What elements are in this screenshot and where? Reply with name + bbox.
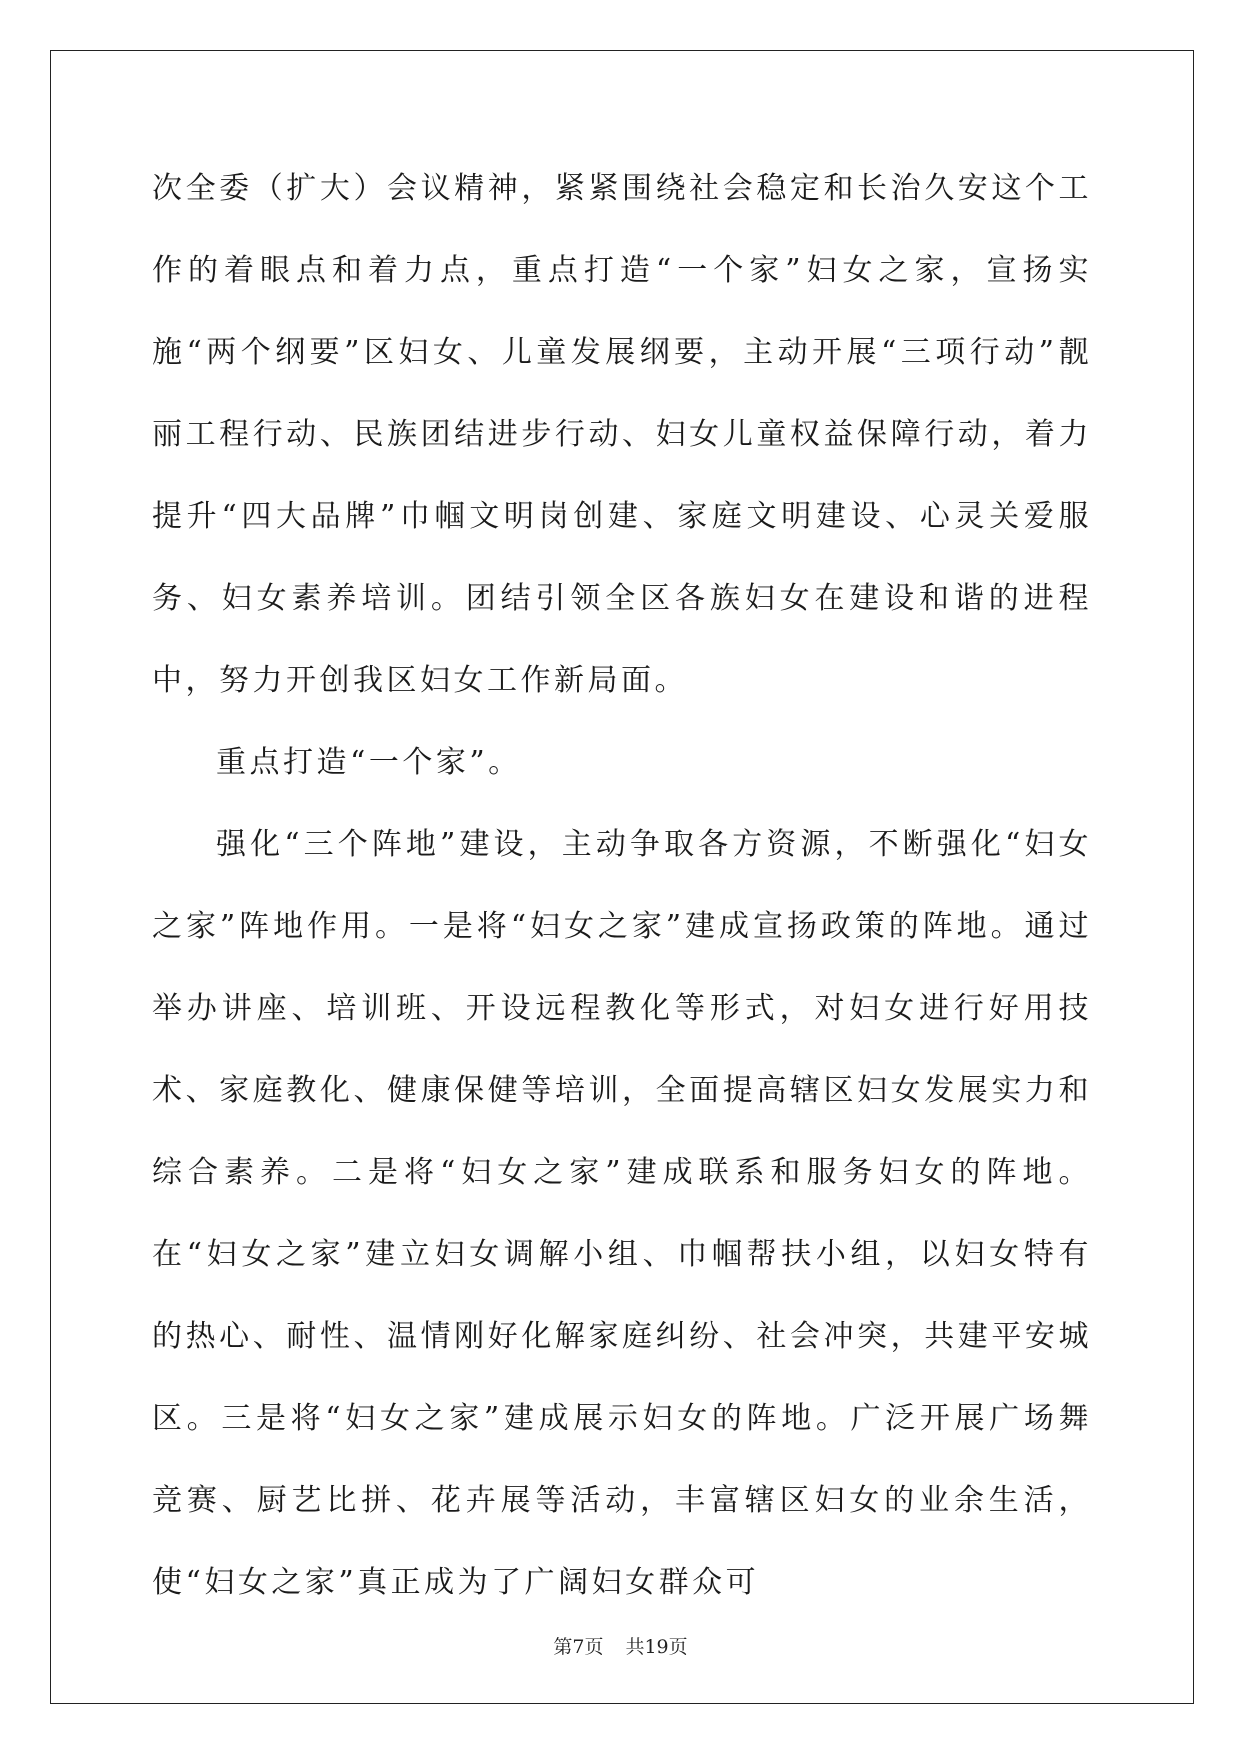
page-total: 共19页	[625, 1636, 688, 1658]
page-footer	[0, 1632, 1241, 1659]
document-body	[152, 148, 1092, 1624]
paragraph-2: 重点打造“一个家”。	[216, 745, 522, 780]
page-number: 第7页	[553, 1636, 604, 1658]
paragraph-3: 强化“三个阵地”建设，主动争取各方资源，不断强化“妇女之家”阵地作用。一是将“妇女之家”建成宣扬政策的阵地。通过举办讲座、培训班、开设远程教化等形式，对妇女进行好用技术、家庭教化、健康保健等培训，全面提高辖区妇女发展实力和综合素养。二是将“妇女之家”建成联系和服务妇女的阵地。在“妇女之家”建立妇女调解小组、巾帼帮扶小组，以妇女特有的热心、耐性、温情刚好化解家庭纠纷、社会冲突，共建平安城区。三是将“妇女之家”建成展示妇女的阵地。广泛开展广场舞竞赛、厨艺比拼、花卉展等活动，丰富辖区妇女的业余生活，使“妇女之家”真正成为了广阔妇女群众可	[152, 827, 1092, 1600]
paragraph-1: 次全委（扩大）会议精神，紧紧围绕社会稳定和长治久安这个工作的着眼点和着力点，重点打造“一个家”妇女之家，宣扬实施“两个纲要”区妇女、儿童发展纲要，主动开展“三项行动”靓丽工程行动、民族团结进步行动、妇女儿童权益保障行动，着力提升“四大品牌”巾帼文明岗创建、家庭文明建设、心灵关爱服务、妇女素养培训。团结引领全区各族妇女在建设和谐的进程中，努力开创我区妇女工作新局面。	[152, 171, 1092, 698]
